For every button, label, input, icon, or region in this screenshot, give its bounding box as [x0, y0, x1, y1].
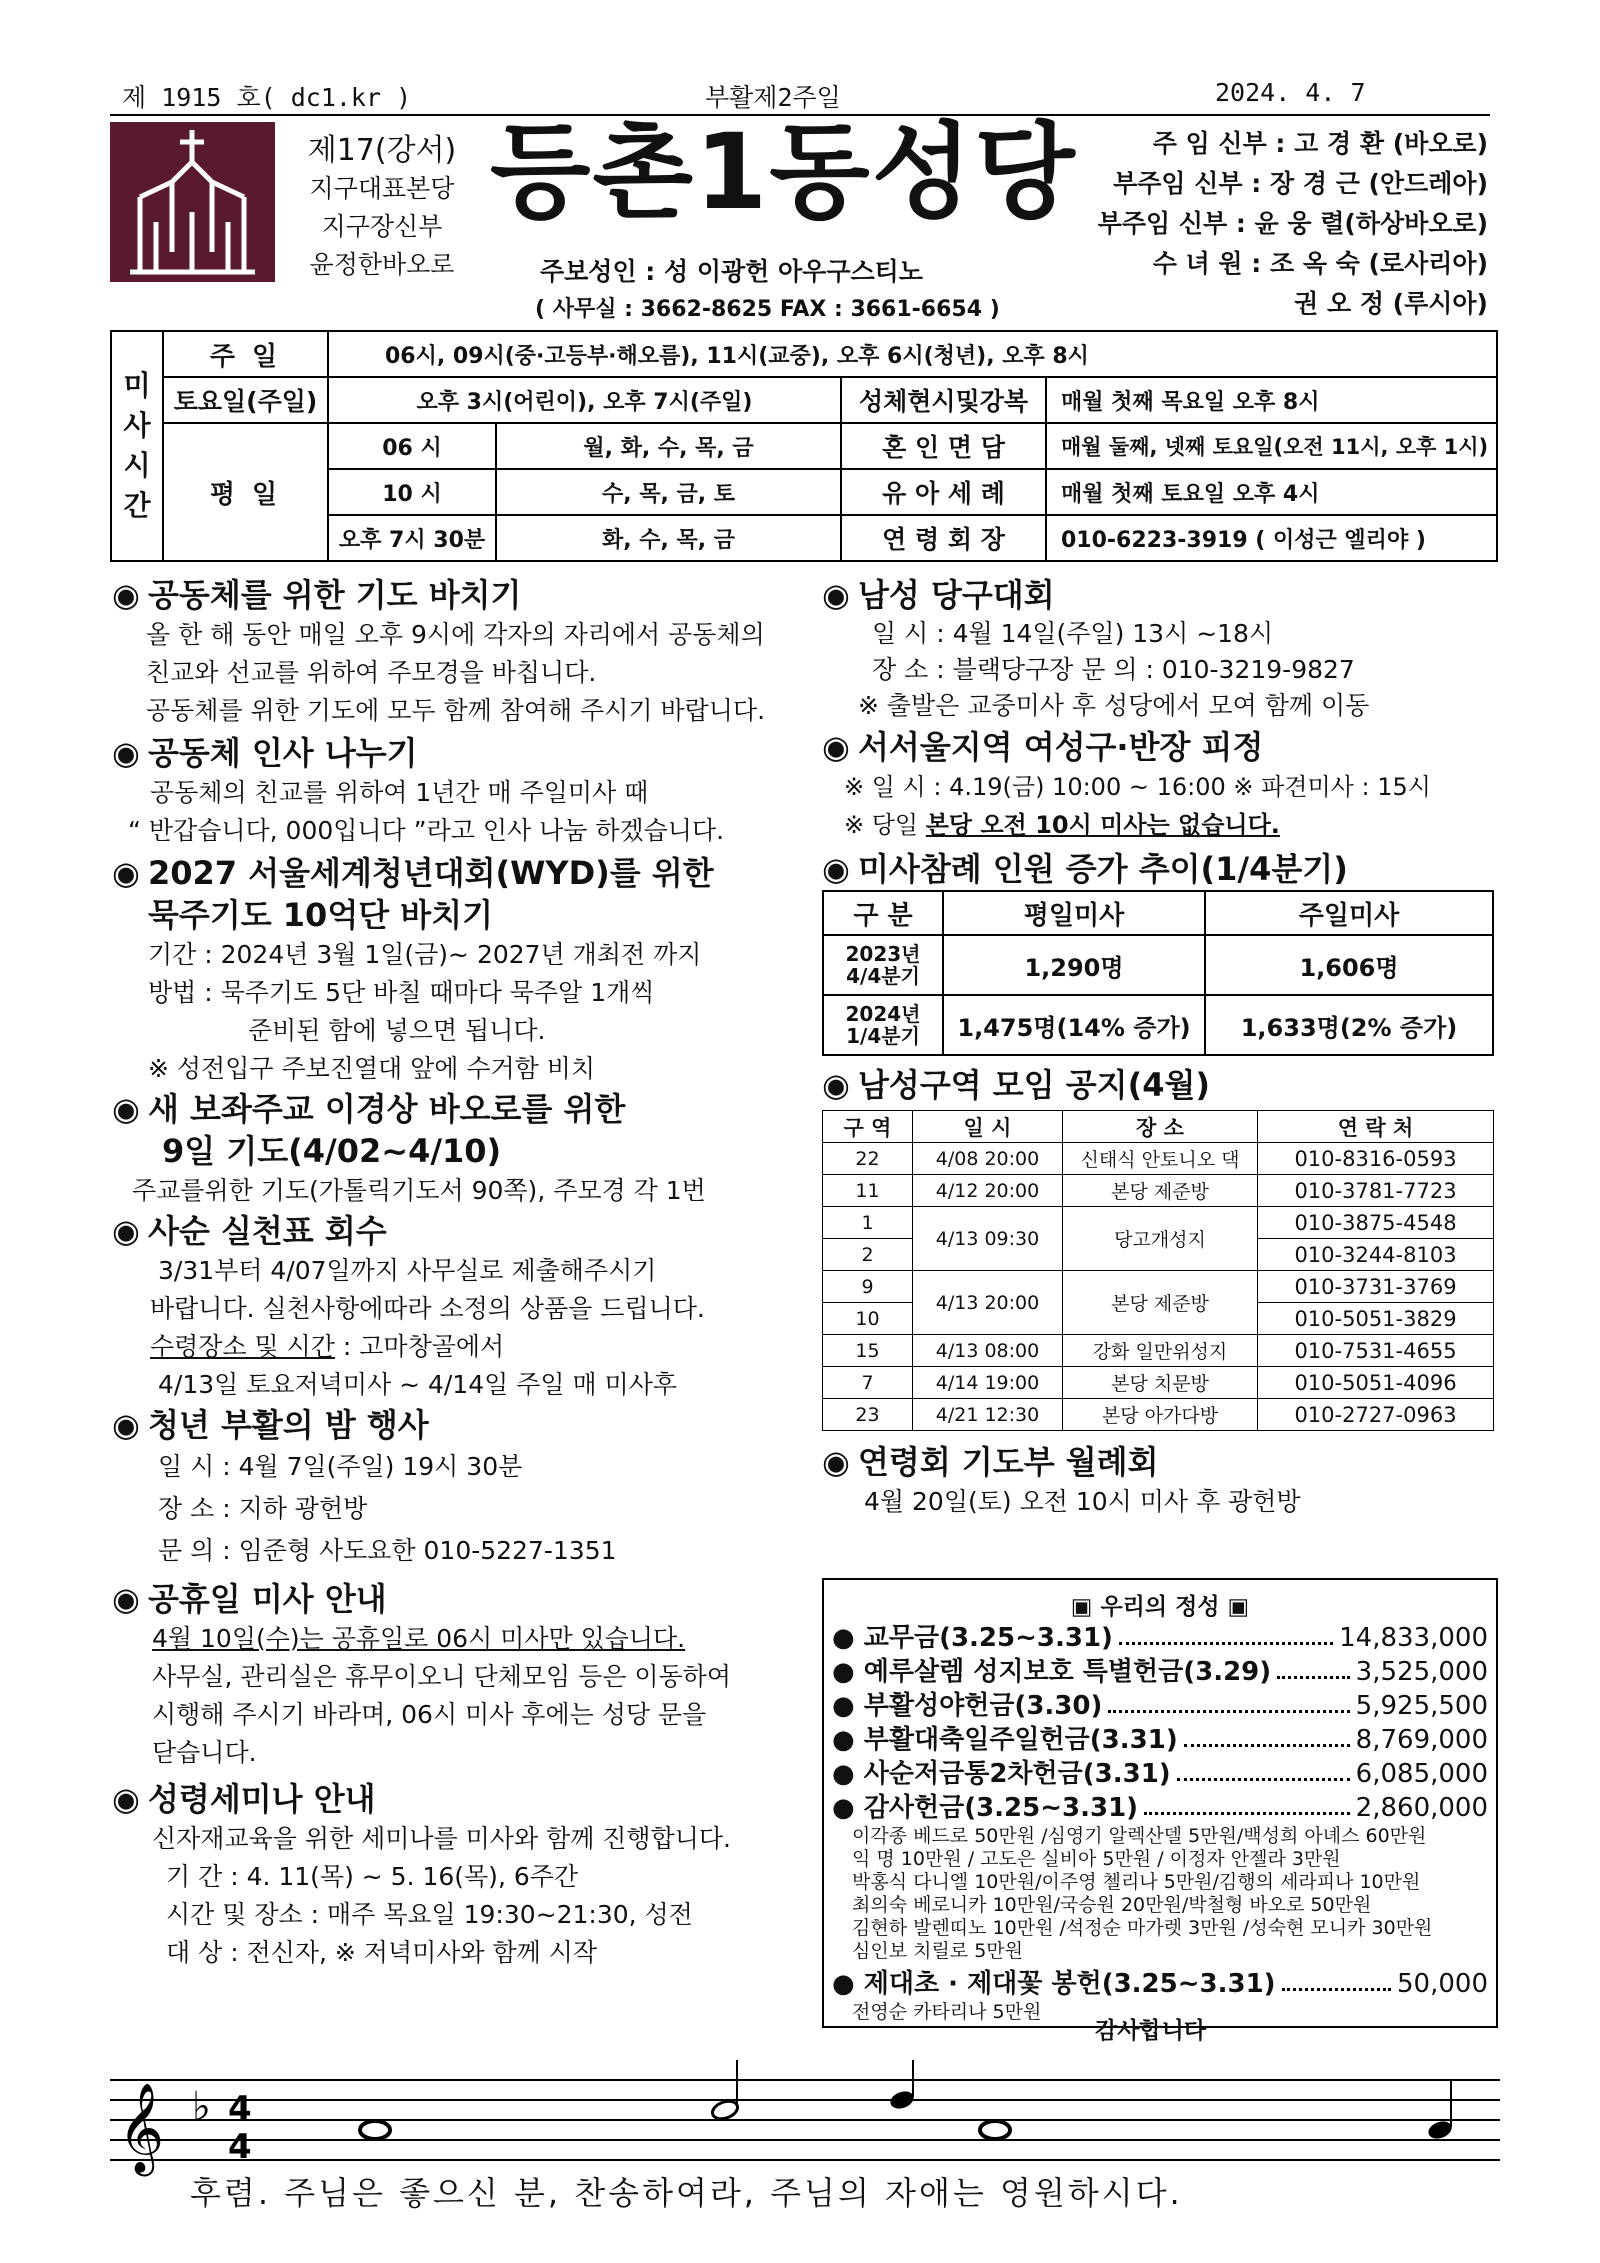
- table-row: 22 4/08 20:00 신태식 안토니오 댁 010-8316-0593: [823, 1143, 1494, 1175]
- weekday-days: 화, 수, 목, 금: [496, 515, 841, 561]
- stat-period: 2023년 4/4분기: [823, 935, 943, 995]
- stat-period: 2024년 1/4분기: [823, 995, 943, 1055]
- mass-times-table: [110, 330, 1498, 562]
- service-info: 매월 첫째 토요일 오후 4시: [1046, 469, 1497, 515]
- weekday-days: 수, 목, 금, 토: [496, 469, 841, 515]
- note: [360, 2121, 390, 2139]
- offering-item: ● 예루살렘 성지보호 특별헌금(3.29) 3,525,000: [832, 1657, 1488, 1687]
- issue-header-line: [110, 78, 1490, 114]
- table-row: 10 010-5051-3829: [823, 1303, 1494, 1335]
- service-info: 매월 둘째, 넷째 토요일(오전 11시, 오후 1시): [1046, 423, 1497, 469]
- music-staff: [110, 2060, 1500, 2250]
- section-title: ◉ 사순 실천표 회수: [112, 1212, 387, 1250]
- service-label: 연 령 회 장: [841, 515, 1046, 561]
- sunday-label: 주 일: [163, 331, 328, 377]
- section-title: ◉ 공동체 인사 나누기: [112, 734, 418, 772]
- issue-date: 2024. 4. 7: [1215, 78, 1366, 107]
- clergy-item: 부주임 신부 : 윤 웅 렬(하상바오로): [1097, 209, 1488, 238]
- section-title: 묵주기도 10억단 바치기: [148, 896, 494, 934]
- table-row: 23 4/21 12:30 본당 아가다방 010-2727-0963: [823, 1399, 1494, 1431]
- flat-icon: ♭: [192, 2084, 211, 2130]
- donor-list: 이각종 베드로 50만원 /심영기 알렉산델 5만원/백성희 아녜스 60만원 익 명 10만원 / 고도은 실비아 5만원 / 이정자 안젤라 3만원 박홍식 다니엘 10만원/이주영 첼리나 5만원/김행의 세라피나 10만원 최의숙 베로니카 10만원/국승원 20만원/박철형 바오로 50만원 김현하 발렌띠노 10만원 /석정순 마가렛 3만원 /성숙현 모니카 30만원 심인보 치릴로 5만원: [852, 1825, 1433, 1962]
- section-title: ◉ 청년 부활의 밤 행사: [112, 1406, 429, 1444]
- attendance-table: 구 분 평일미사 주일미사 2023년 4/4분기 1,290명 1,606명 2024년 1/4분기 1,475명(14% 증가) 1,633명(2% 증가): [822, 890, 1494, 1056]
- table-row: 15 4/13 08:00 강화 일만위성지 010-7531-4655: [823, 1335, 1494, 1367]
- note: [980, 2121, 1010, 2139]
- weekday-days: 월, 화, 수, 목, 금: [496, 423, 841, 469]
- note: [888, 2088, 916, 2111]
- clergy-item: 주 임 신부 : 고 경 환 (바오로): [1152, 129, 1488, 158]
- section-title: ◉ 서서울지역 여성구·반장 피정: [822, 728, 1264, 766]
- note: [1426, 2118, 1454, 2141]
- thanks-text: 감사합니다: [1095, 2018, 1207, 2044]
- issue-number: 제 1915 호( dc1.kr ): [122, 83, 412, 112]
- saturday-times: 오후 3시(어린이), 오후 7시(주일): [328, 377, 841, 423]
- left-column: ◉ 공동체를 위한 기도 바치기 올 한 해 동안 매일 오후 9시에 각자의 자리에서 공동체의 친교와 선교를 위하여 주모경을 바칩니다. 공동체를 위한 기도에 모두 함께 참여해 주시기 바랍니다. ◉ 공동체 인사 나누기 공동체의 친교를 위하여 1년간 매 주일미사 때 “ 반갑습니다, 000입니다 ”라고 인사 나눔 하겠습니다. ◉ 2027 서울세계청년대회(WYD)를 위한 묵주기도 10억단 바치기 기간 : 2024년 3월 1일(금)~ 2027년 개최전 까지 방법 : 묵주기도 5단 바칠 때마다 묵주알 1개씩 준비된 함에 넣으면 됩니다. ※ 성전입구 주보진열대 앞에 수거함 비치 ◉ 새 보좌주교 이경상 바오로를 위한 9일 기도(4/02~4/10) 주교를위한 기도(가톨릭기도서 90쪽), 주모경 각 1번 ◉ 사순 실천표 회수 3/31부터 4/07일까지 사무실로 제출해주시기 바랍니다. 실천사항에따라 소정의 상품을 드립니다. 수령장소 및 시간 : 고마창골에서 4/13일 토요저녁미사 ~ 4/14일 주일 매 미사후 ◉ 청년 부활의 밤 행사 일 시 : 4월 7일(주일) 19시 30분 장 소 : 지하 광헌방 문 의 : 임준형 사도요한 010-5227-1351 ◉ 공휴일 미사 안내 4월 10일(수)는 공휴일로 06시 미사만 있습니다. 사무실, 관리실은 휴무이오니 단체모임 등은 이동하여 시행해 주시기 바라며, 06시 미사 후에는 성당 문을 닫습니다. ◉ 성령세미나 안내 신자재교육을 위한 세미나를 미사와 함께 진행합니다. 기 간 : 4. 11(목) ~ 5. 16(목), 6주간 시간 및 장소 : 매주 목요일 19:30~21:30, 성전 대 상 : 전신자, ※ 저녁미사와 함께 시작: [112, 574, 802, 1972]
- church-icon: [110, 122, 275, 282]
- svg-text:4: 4: [228, 2127, 252, 2167]
- clergy-item: 수 녀 원 : 조 옥 숙 (로사리아): [1152, 249, 1488, 278]
- adoration-time: 매월 첫째 목요일 오후 8시: [1046, 377, 1497, 423]
- service-label: 유 아 세 례: [841, 469, 1046, 515]
- weekday-label: 평 일: [163, 423, 328, 561]
- svg-text:4: 4: [228, 2089, 252, 2129]
- district-role: 지구장신부: [321, 212, 443, 241]
- parish-title: 등촌1동성당: [490, 111, 1077, 233]
- district-role: 윤정한바오로: [309, 250, 455, 279]
- liturgical-week: 부활제2주일: [705, 83, 841, 112]
- weekday-time: 오후 7시 30분: [328, 515, 496, 561]
- offering-item: ● 부활대축일주일헌금(3.31) 8,769,000: [832, 1725, 1488, 1755]
- section-title: ◉ 성령세미나 안내: [112, 1780, 376, 1818]
- donor-list: 전영순 카타리나 5만원: [852, 2001, 1042, 2023]
- section-title: ◉ 미사참례 인원 증가 추이(1/4분기): [822, 850, 1348, 888]
- section-title: 9일 기도(4/02~4/10): [162, 1132, 502, 1170]
- clergy-item: 부주임 신부 : 장 경 근 (안드레아): [1113, 169, 1488, 198]
- weekday-time: 10 시: [328, 469, 496, 515]
- office-contact: ( 사무실 : 3662-8625 FAX : 3661-6654 ): [535, 297, 1000, 322]
- section-title: ◉ 새 보좌주교 이경상 바오로를 위한: [112, 1090, 626, 1128]
- table-row: 7 4/14 19:00 본당 치문방 010-5051-4096: [823, 1367, 1494, 1399]
- clergy-item: 권 오 정 (루시아): [1294, 289, 1488, 318]
- table-row: 11 4/12 20:00 본당 제준방 010-3781-7723: [823, 1175, 1494, 1207]
- treble-clef-icon: 𝄞: [118, 2083, 165, 2173]
- district-name: 제17(강서): [307, 133, 457, 168]
- section-title: ◉ 공동체를 위한 기도 바치기: [112, 576, 522, 614]
- adoration-label: 성체현시및강복: [841, 377, 1046, 423]
- offering-heading: ▣ 우리의 정성 ▣: [1070, 1594, 1250, 1620]
- offering-item: ● 부활성야헌금(3.30) 5,925,500: [832, 1691, 1488, 1721]
- group-meeting-table: 구 역 일 시 장 소 연 락 처 22 4/08 20:00 신태식 안토니오 댁 010-8316-0593 11 4/12 20:00 본당 제준방 010-3781-7723 1 4/13 09:30 당고개성지 010-3875-4548 2 010-3244-8103 9 4/13 20:00 본당 제준방 010-3731-3769 10 010-5051-3829 15 4/13 08:00 강화 일만위성지 010-7531-4655 7 4/14 19:00 본당 치문방 010-5051-4096 23 4/21 12:30 본당 아가다방 010-2727-0963: [822, 1110, 1494, 1431]
- church-logo: [110, 122, 275, 282]
- service-label: 혼 인 면 담: [841, 423, 1046, 469]
- section-title: ◉ 남성구역 모임 공지(4월): [822, 1066, 1211, 1104]
- patron-saint: 주보성인 : 성 이광헌 아우구스티노: [540, 257, 923, 286]
- clergy-list: [1098, 124, 1488, 324]
- note: [710, 2098, 740, 2122]
- offering-item: ● 감사헌금(3.25~3.31) 2,860,000: [832, 1793, 1488, 1823]
- weekday-time: 06 시: [328, 423, 496, 469]
- offering-item: ● 사순저금통2차헌금(3.31) 6,085,000: [832, 1759, 1488, 1789]
- service-info: 010-6223-3919 ( 이성근 엘리야 ): [1046, 515, 1497, 561]
- saturday-label: 토요일(주일): [163, 377, 328, 423]
- offering-item: ● 제대초 · 제대꽃 봉헌(3.25~3.31) 50,000: [832, 1969, 1488, 1999]
- right-column: ◉ 남성 당구대회 일 시 : 4월 14일(주일) 13시 ~18시 장 소 : 블랙당구장 문 의 : 010-3219-9827 ※ 출발은 교중미사 후 성당에서 모여 함께 이동 ◉ 서서울지역 여성구·반장 피정 ※ 일 시 : 4.19(금) 10:00 ~ 16:00 ※ 파견미사 : 15시 ※ 당일 본당 오전 10시 미사는 없습니다. ◉ 미사참례 인원 증가 추이(1/4분기) 구 분 평일미사 주일미사 2023년 4/4분기 1,290명 1,606명 2024년 1/4분기 1,475명(14% 증가) 1,633명(2% 증가) ◉ 남성구역 모임 공지(4월) 구 역 일 시 장 소 연 락 처 22 4/08 20:00 신태식 안토니오 댁 010-8316-0593 11 4/12 20:00 본당 제준방 010-3781-7723 1 4/13 09:30 당고개성지 010-3875-4548 2 010-3244-8103 9 4/13 20:00 본당 제준방 010-3731-3769 10 010-5051-3829 15 4/13 08:00 강화 일만위성지 010-7531-4655 7 4/14 19:00 본당 치문방 010-5051-4096 23 4/21 12:30 본당 아가다방 010-2727-0963 ◉ 연령회 기도부 월례회 4월 20일(토) 오전 10시 미사 후 광헌방: [822, 574, 1502, 1521]
- sunday-times: 06시, 09시(중·고등부·해오름), 11시(교중), 오후 6시(청년), 오후 8시: [328, 331, 1497, 377]
- district-role: 지구대표본당: [309, 174, 455, 203]
- table-row: 1 4/13 09:30 당고개성지 010-3875-4548: [823, 1207, 1494, 1239]
- district-info: [292, 132, 472, 284]
- section-title: ◉ 2027 서울세계청년대회(WYD)를 위한: [112, 854, 714, 892]
- section-title: ◉ 연령회 기도부 월례회: [822, 1443, 1159, 1481]
- section-title: ◉ 공휴일 미사 안내: [112, 1580, 387, 1618]
- table-row: 9 4/13 20:00 본당 제준방 010-3731-3769: [823, 1271, 1494, 1303]
- refrain-lyric: 후렴. 주님은 좋으신 분, 찬송하여라, 주님의 자애는 영원하시다.: [190, 2174, 1183, 2212]
- section-title: ◉ 남성 당구대회: [822, 576, 1055, 614]
- mass-times-label: 미 사 시 간: [111, 331, 163, 561]
- table-row: 2 010-3244-8103: [823, 1239, 1494, 1271]
- offering-item: ● 교무금(3.25~3.31) 14,833,000: [832, 1623, 1488, 1653]
- offering-box: [822, 1578, 1498, 2028]
